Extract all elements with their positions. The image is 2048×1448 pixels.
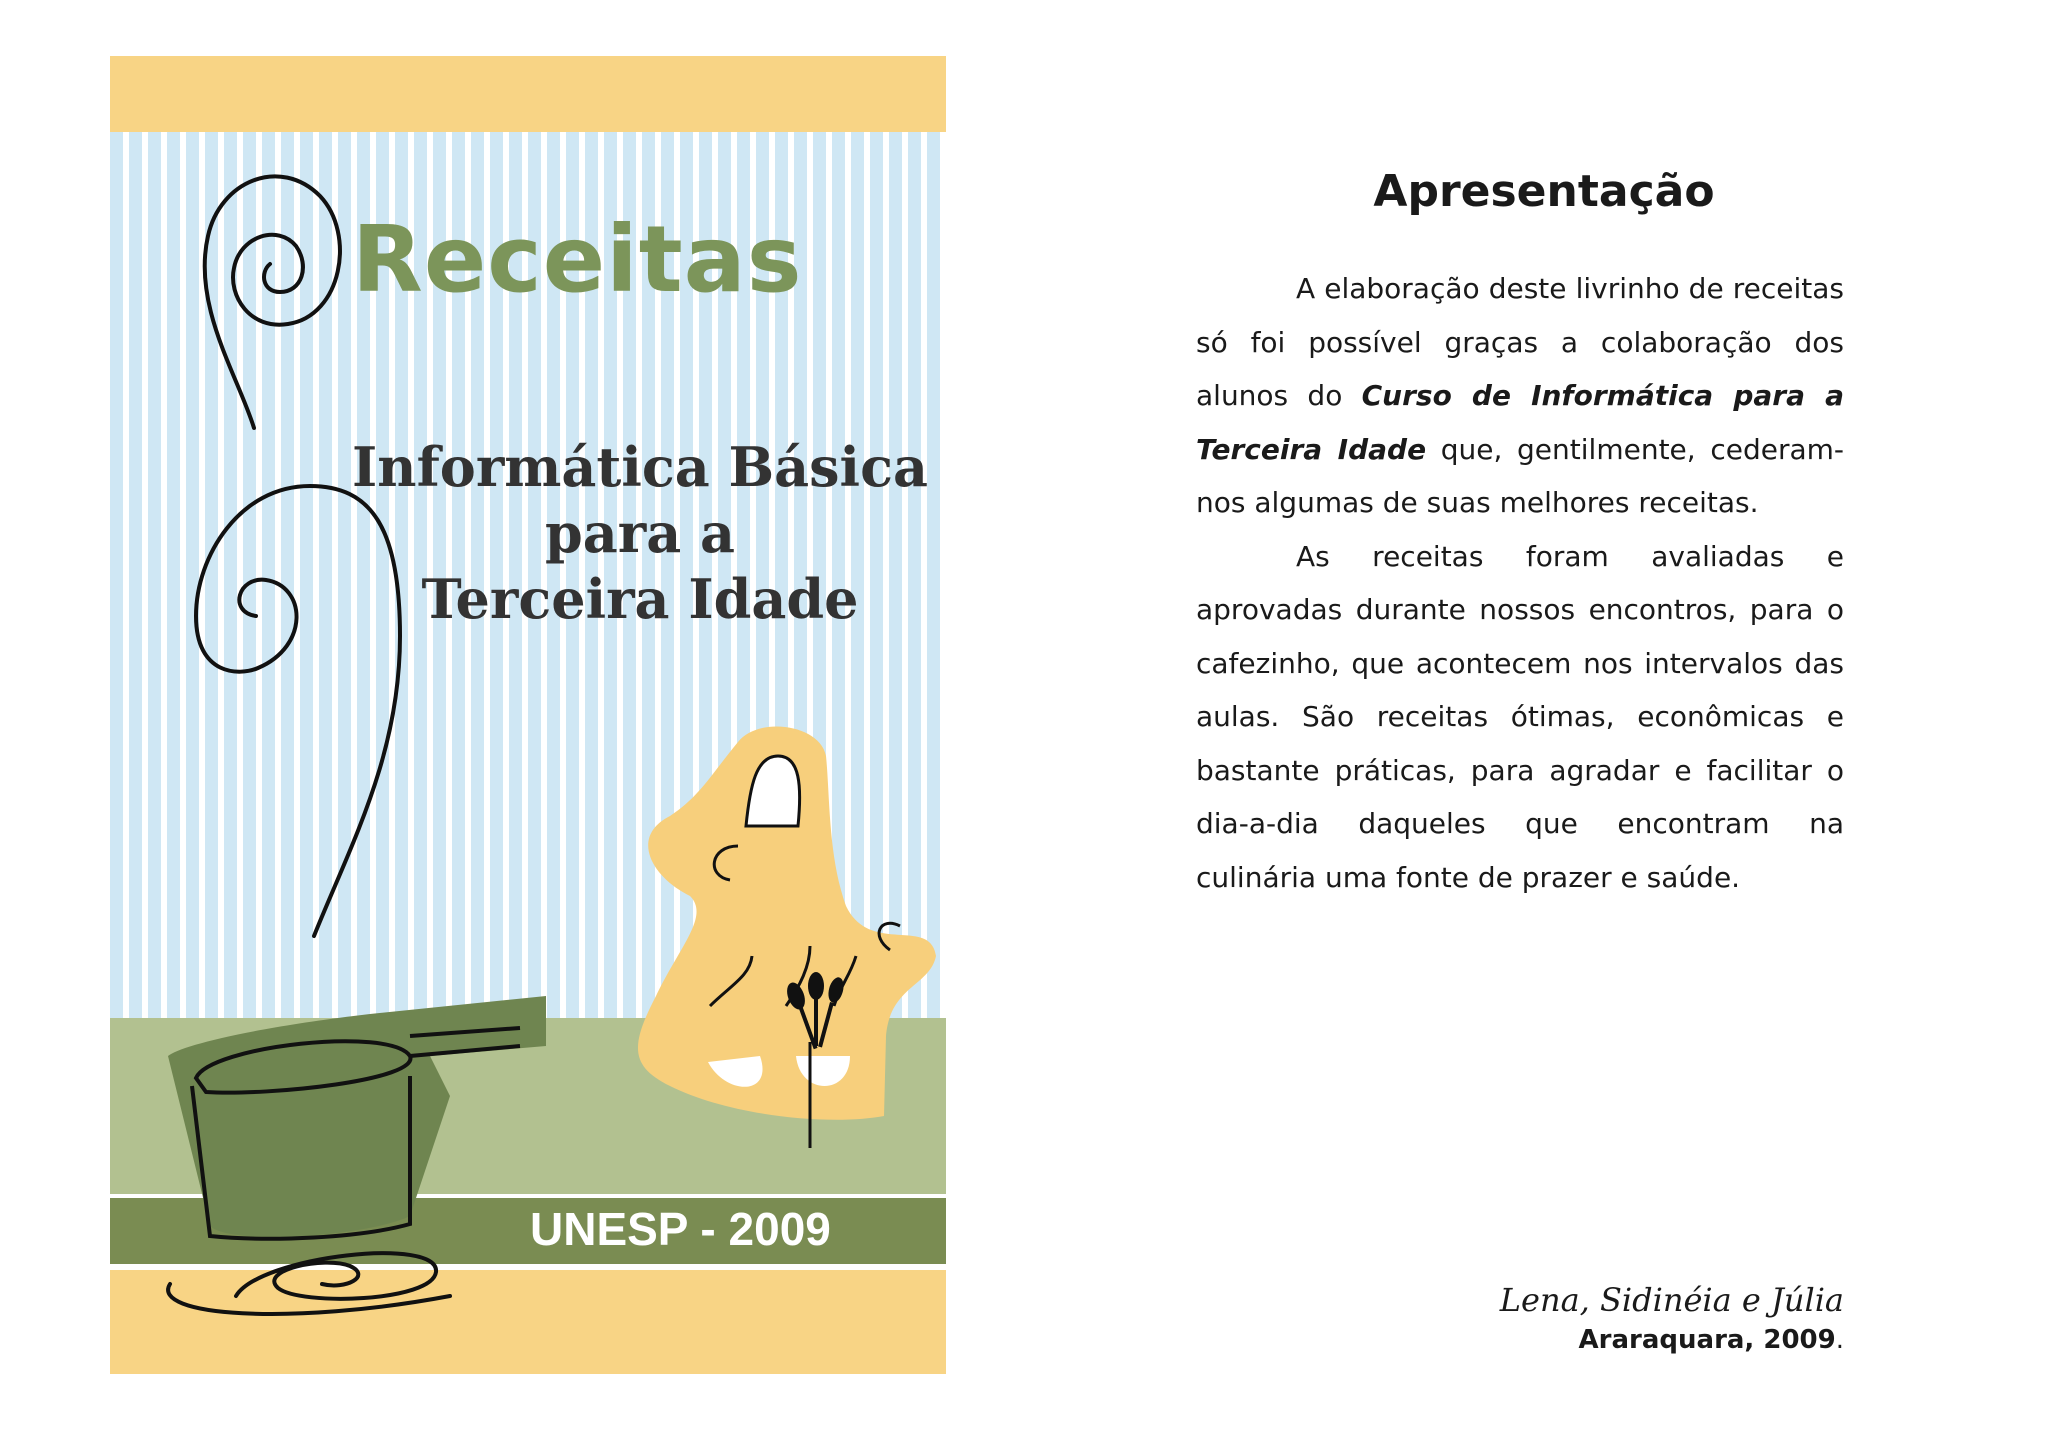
- steam-swirl-icon: [205, 176, 340, 428]
- paragraph-text: A elaboração deste livrinho de receitas só foi possível graças a colaboração dos alunos do: [1196, 272, 1844, 412]
- cover-footer-text: UNESP - 2009: [530, 1203, 831, 1255]
- paragraph-text: que, gentilmente, cederam-nos algumas de suas melhores receitas.: [1196, 432, 1844, 519]
- apron-icon: [638, 726, 936, 1148]
- cover-title: Receitas: [352, 206, 803, 313]
- cooking-pot-icon: [168, 996, 546, 1314]
- cover-subtitle: [340, 434, 940, 632]
- cover-subtitle-line: Informática Básica: [352, 435, 928, 499]
- cover-subtitle-line: para a: [545, 501, 735, 565]
- cover-subtitle-line: Terceira Idade: [421, 567, 859, 631]
- place-date-period: .: [1835, 1325, 1844, 1355]
- presentation-paragraph: [1196, 262, 1844, 530]
- book-cover: [110, 56, 946, 1374]
- page-title: Apresentação: [1373, 166, 1715, 217]
- presentation-paragraph: As receitas foram avaliadas e aprovadas durante nossos encontros, para o cafezinho, que acontecem nos intervalos das aulas. São receitas ótimas, econômicas e bastante práticas, para agradar e facilitar o dia-a-dia daqueles que encontram na culinária uma fonte de prazer e saúde.: [1196, 539, 1844, 894]
- place-date: [1500, 1320, 1844, 1360]
- course-name: Curso de Informática para a Terceira Idade: [1196, 379, 1844, 466]
- signature-block: [1500, 1280, 1844, 1360]
- place-date-text: Araraquara, 2009: [1578, 1325, 1836, 1355]
- presentation-page: [1196, 160, 1844, 904]
- author-names: Lena, Sidinéia e Júlia: [1499, 1281, 1844, 1319]
